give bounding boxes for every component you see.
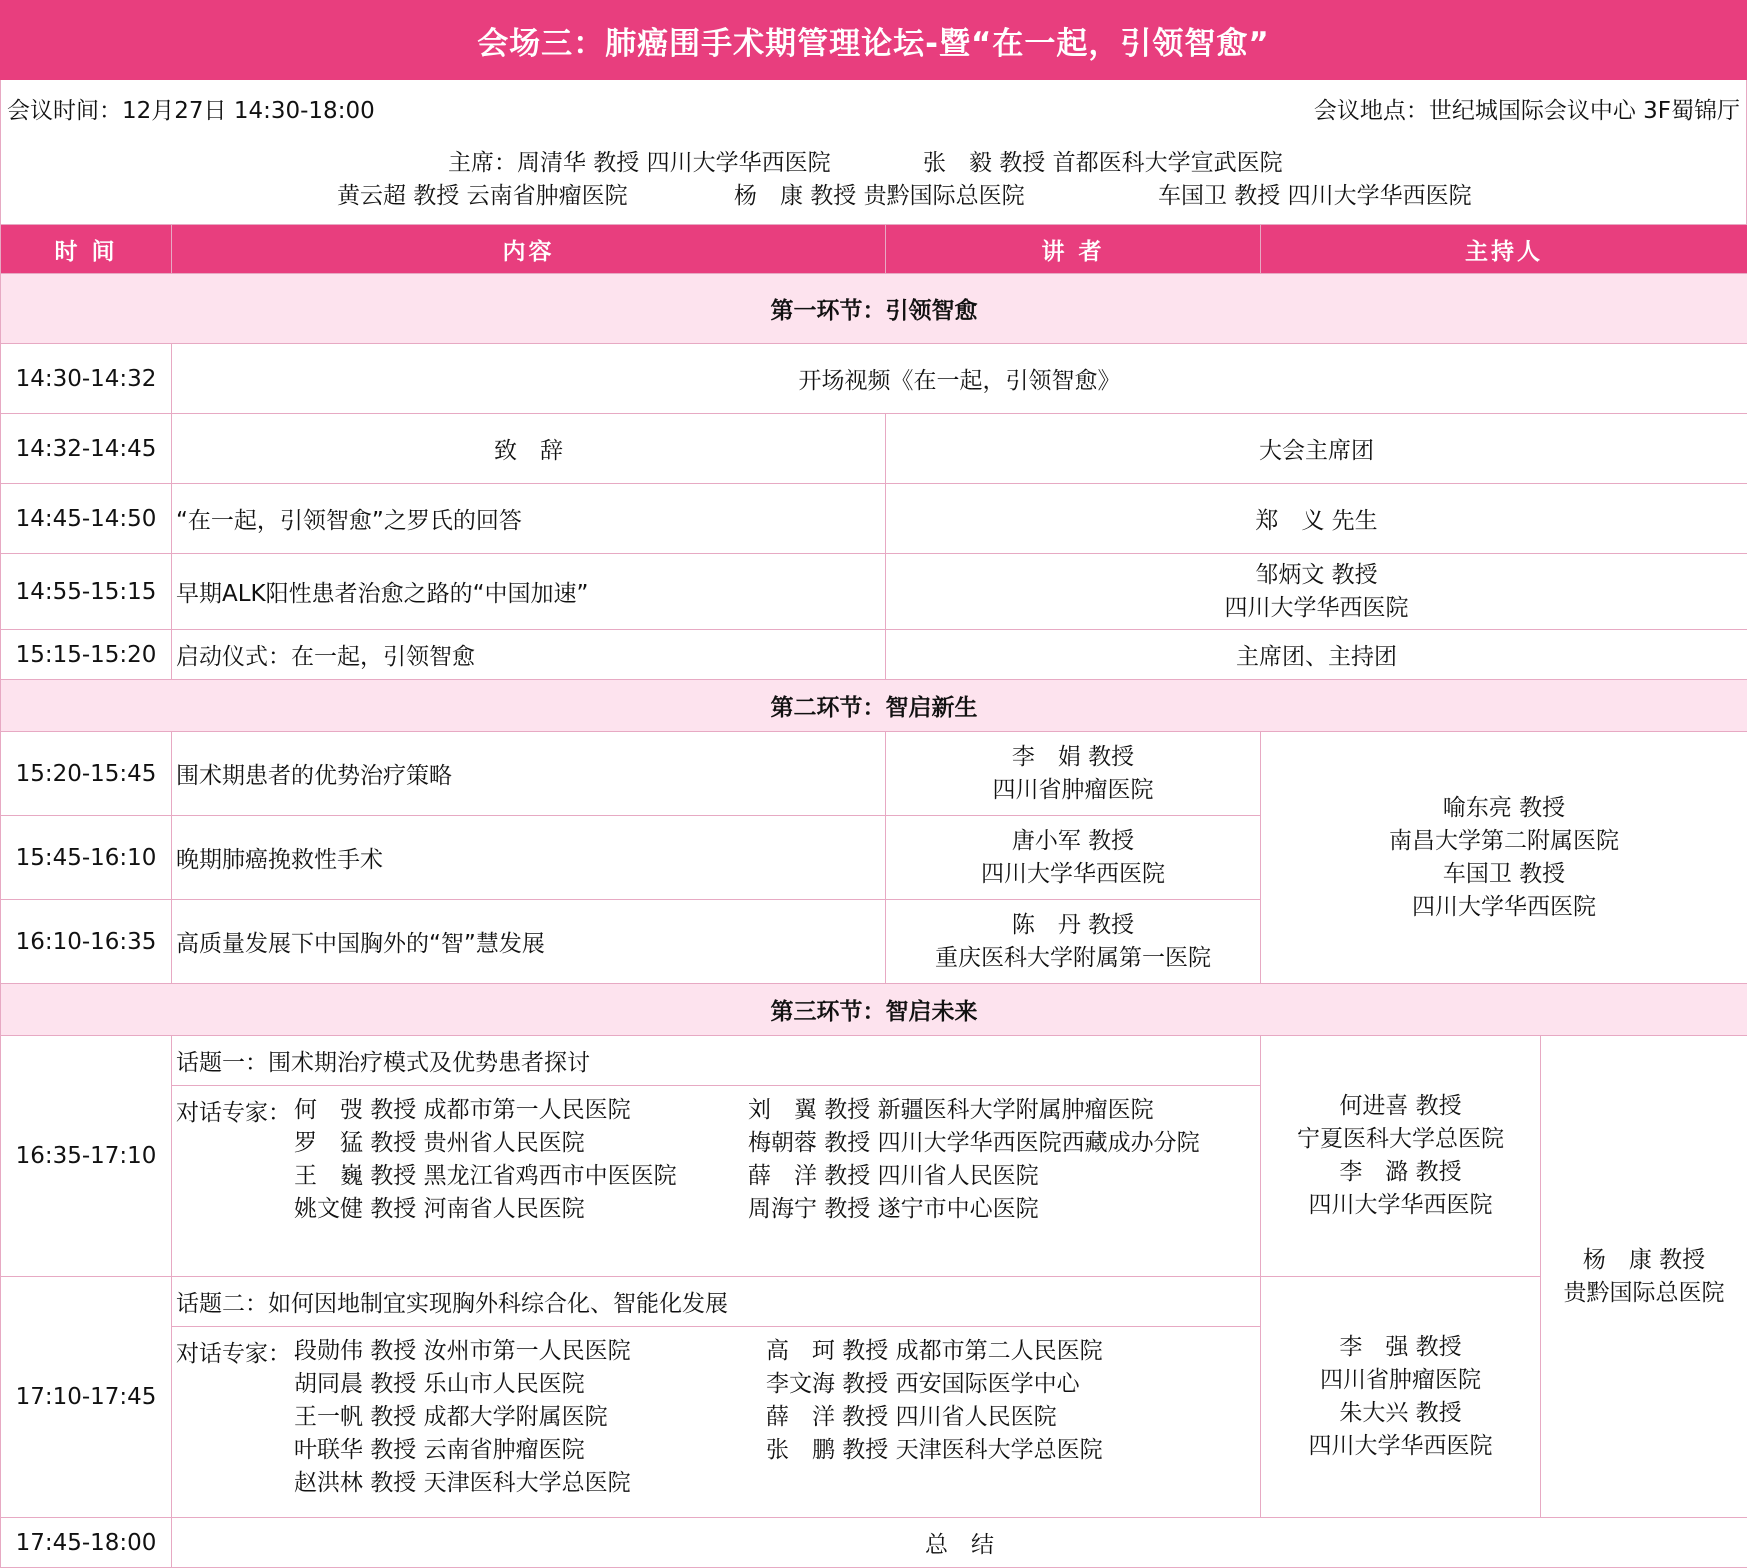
chair-entry: 车国卫 教授 四川大学华西医院	[1158, 183, 1472, 209]
host-name: 李 强 教授	[1339, 1334, 1462, 1360]
experts-block	[172, 1086, 1260, 1276]
experts-column	[294, 1094, 677, 1226]
table-row	[1, 1518, 1747, 1568]
speaker-cell: 大会主席团	[886, 414, 1747, 484]
page-title: 会场三：肺癌围手术期管理论坛-暨“在一起，引领智愈”	[0, 0, 1747, 80]
time-cell: 15:15-15:20	[1, 630, 172, 680]
speaker-affiliation: 四川大学华西医院	[1224, 594, 1409, 621]
time-cell: 17:45-18:00	[1, 1518, 172, 1568]
chair-entry: 张 毅 教授 首都医科大学宣武医院	[923, 150, 1283, 176]
host-name: 何进喜 教授	[1339, 1093, 1462, 1119]
header-time: 时 间	[1, 225, 172, 274]
chair-entry: 杨 康 教授 贵黔国际总医院	[734, 183, 1025, 209]
speaker-affiliation: 重庆医科大学附属第一医院	[935, 944, 1211, 971]
expert-entry: 段勋伟 教授 汝州市第一人民医院	[294, 1338, 631, 1364]
content-cell: 早期ALK阳性患者治愈之路的“中国加速”	[172, 554, 886, 630]
topic-cell	[172, 1036, 1261, 1277]
expert-entry: 赵洪林 教授 天津医科大学总医院	[294, 1470, 631, 1496]
schedule-table	[0, 224, 1747, 1568]
host-affiliation: 四川大学华西医院	[1308, 1192, 1493, 1218]
speaker-name: 唐小军 教授	[1011, 827, 1135, 854]
section-title: 第三环节：智启未来	[1, 984, 1747, 1036]
topic-title: 话题一：围术期治疗模式及优势患者探讨	[172, 1036, 1260, 1086]
host-cell	[1261, 732, 1747, 984]
speaker-cell: 主席团、主持团	[886, 630, 1747, 680]
table-row	[1, 344, 1747, 414]
host-name: 李 潞 教授	[1339, 1159, 1462, 1185]
experts-block	[172, 1327, 1260, 1517]
host-name: 车国卫 教授	[1442, 860, 1566, 887]
host-affiliation: 四川省肿瘤医院	[1320, 1367, 1481, 1393]
content-cell: 致 辞	[172, 414, 886, 484]
time-cell: 15:20-15:45	[1, 732, 172, 816]
expert-entry: 罗 猛 教授 贵州省人民医院	[294, 1130, 585, 1156]
host-affiliation: 四川大学华西医院	[1308, 1433, 1493, 1459]
header-content: 内容	[172, 225, 886, 274]
expert-entry: 姚文健 教授 河南省人民医院	[294, 1196, 585, 1222]
speaker-affiliation: 四川大学华西医院	[981, 860, 1165, 887]
table-row	[1, 554, 1747, 630]
content-cell: 高质量发展下中国胸外的“智”慧发展	[172, 900, 886, 984]
time-cell: 16:35-17:10	[1, 1036, 172, 1277]
topic-cell	[172, 1277, 1261, 1518]
host-cell	[1261, 1036, 1541, 1277]
time-cell: 16:10-16:35	[1, 900, 172, 984]
host-name: 朱大兴 教授	[1339, 1400, 1462, 1426]
expert-entry: 薛 洋 教授 四川省人民医院	[766, 1404, 1057, 1430]
expert-entry: 王一帆 教授 成都大学附属医院	[294, 1404, 608, 1430]
expert-entry: 胡同晨 教授 乐山市人民医院	[294, 1371, 585, 1397]
speaker-name: 邹炳文 教授	[1255, 561, 1378, 588]
expert-entry: 高 珂 教授 成都市第二人民医院	[766, 1338, 1103, 1364]
expert-entry: 张 鹏 教授 天津医科大学总医院	[766, 1437, 1103, 1463]
header-speaker: 讲 者	[886, 225, 1261, 274]
time-cell: 14:30-14:32	[1, 344, 172, 414]
section-row	[1, 274, 1747, 344]
content-cell: 开场视频《在一起，引领智愈》	[172, 344, 1747, 414]
chair-entry: 主席：周清华 教授 四川大学华西医院	[448, 150, 831, 176]
host-affiliation: 宁夏医科大学总医院	[1297, 1126, 1504, 1152]
speaker-affiliation: 四川省肿瘤医院	[992, 776, 1154, 803]
speaker-cell: 郑 义 先生	[886, 484, 1747, 554]
experts-label: 对话专家：	[176, 1341, 291, 1367]
experts-column	[766, 1335, 1103, 1467]
time-cell: 14:45-14:50	[1, 484, 172, 554]
table-row	[1, 732, 1747, 816]
time-cell: 17:10-17:45	[1, 1277, 172, 1518]
expert-entry: 梅朝蓉 教授 四川大学华西医院西藏成办分院	[748, 1130, 1200, 1156]
experts-column	[294, 1335, 631, 1500]
meeting-info	[0, 80, 1747, 224]
content-cell: 启动仪式：在一起，引领智愈	[172, 630, 886, 680]
speaker-cell	[886, 816, 1261, 900]
content-cell: 晚期肺癌挽救性手术	[172, 816, 886, 900]
host-affiliation: 四川大学华西医院	[1412, 893, 1596, 920]
expert-entry: 薛 洋 教授 四川省人民医院	[748, 1163, 1039, 1189]
time-cell: 14:55-15:15	[1, 554, 172, 630]
meeting-time: 会议时间：12月27日 14:30-18:00	[7, 98, 375, 124]
expert-entry: 刘 翼 教授 新疆医科大学附属肿瘤医院	[748, 1097, 1154, 1123]
speaker-cell	[886, 554, 1747, 630]
speaker-cell	[886, 900, 1261, 984]
content-cell: 总 结	[172, 1518, 1747, 1568]
expert-entry: 李文海 教授 西安国际医学中心	[766, 1371, 1080, 1397]
meeting-place: 会议地点：世纪城国际会议中心 3F蜀锦厅	[1313, 98, 1740, 124]
expert-entry: 何 弢 教授 成都市第一人民医院	[294, 1097, 631, 1123]
topic-title: 话题二：如何因地制宜实现胸外科综合化、智能化发展	[172, 1277, 1260, 1327]
table-row	[1, 1277, 1747, 1518]
speaker-name: 李 娟 教授	[1011, 743, 1135, 770]
host-name: 喻东亮 教授	[1442, 794, 1566, 821]
chair-entry: 黄云超 教授 云南省肿瘤医院	[337, 183, 628, 209]
expert-entry: 王 巍 教授 黑龙江省鸡西市中医医院	[294, 1163, 677, 1189]
host-affiliation: 贵黔国际总医院	[1563, 1279, 1725, 1306]
section-title: 第二环节：智启新生	[1, 680, 1747, 732]
header-host: 主持人	[1261, 225, 1747, 274]
time-cell: 15:45-16:10	[1, 816, 172, 900]
host-cell	[1541, 1036, 1747, 1518]
section-row	[1, 984, 1747, 1036]
experts-label: 对话专家：	[176, 1100, 291, 1126]
chairs-block	[1, 144, 1746, 210]
content-cell: “在一起，引领智愈”之罗氏的回答	[172, 484, 886, 554]
expert-entry: 叶联华 教授 云南省肿瘤医院	[294, 1437, 585, 1463]
table-row	[1, 414, 1747, 484]
speaker-name: 陈 丹 教授	[1011, 911, 1135, 938]
host-affiliation: 南昌大学第二附属医院	[1389, 827, 1619, 854]
content-cell: 围术期患者的优势治疗策略	[172, 732, 886, 816]
table-header-row	[1, 225, 1747, 274]
host-name: 杨 康 教授	[1582, 1246, 1706, 1273]
time-cell: 14:32-14:45	[1, 414, 172, 484]
table-row	[1, 630, 1747, 680]
table-row	[1, 484, 1747, 554]
table-row	[1, 1036, 1747, 1277]
experts-column	[748, 1094, 1200, 1226]
section-title: 第一环节：引领智愈	[1, 274, 1747, 344]
speaker-cell	[886, 732, 1261, 816]
expert-entry: 周海宁 教授 遂宁市中心医院	[748, 1196, 1039, 1222]
host-cell	[1261, 1277, 1541, 1518]
section-row	[1, 680, 1747, 732]
